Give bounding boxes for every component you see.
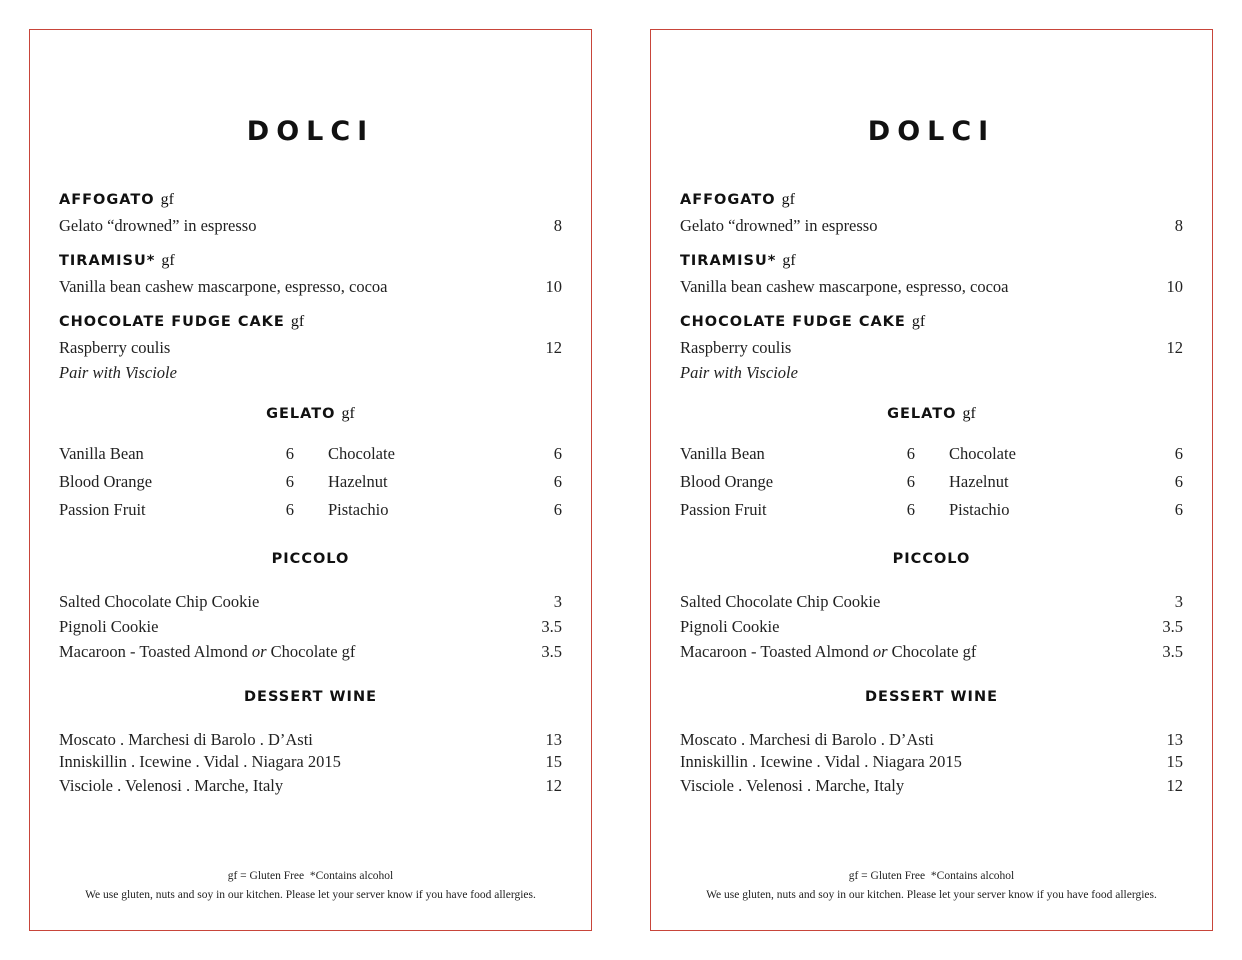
piccolo-item: Pignoli Cookie — [680, 617, 780, 636]
item-pairing: Pair with Visciole — [59, 363, 177, 382]
wine-price: 13 — [1166, 730, 1183, 749]
item-description: Vanilla bean cashew mascarpone, espresso, cocoa — [680, 277, 1009, 296]
gelato-price: 6 — [553, 444, 562, 463]
gelato-price: 6 — [553, 472, 562, 491]
section-heading-piccolo: PICCOLO — [271, 551, 350, 567]
wine-price: 12 — [1166, 776, 1183, 795]
menu-page-right — [650, 29, 1213, 931]
wine-price: 12 — [545, 776, 562, 795]
item-price: 8 — [1174, 216, 1183, 235]
gelato-flavor: Hazelnut — [949, 472, 1009, 491]
item-name: AFFOGATO gf — [680, 191, 795, 208]
item-name: AFFOGATO gf — [59, 191, 174, 208]
wine-item: Moscato . Marchesi di Barolo . D’Asti — [59, 730, 313, 749]
item-name: TIRAMISU* gf — [59, 252, 175, 269]
piccolo-item: Salted Chocolate Chip Cookie — [680, 592, 881, 611]
gelato-flavor: Hazelnut — [328, 472, 388, 491]
section-heading-piccolo: PICCOLO — [892, 551, 971, 567]
item-description: Vanilla bean cashew mascarpone, espresso, cocoa — [59, 277, 388, 296]
gelato-price: 6 — [285, 472, 294, 491]
piccolo-item: Pignoli Cookie — [59, 617, 159, 636]
wine-item: Inniskillin . Icewine . Vidal . Niagara 2015 — [59, 752, 341, 771]
gelato-flavor: Pistachio — [328, 500, 389, 519]
wine-item: Inniskillin . Icewine . Vidal . Niagara 2015 — [680, 752, 962, 771]
gelato-price: 6 — [906, 472, 915, 491]
footer-legend: gf = Gluten Free *Contains alcohol — [227, 870, 394, 882]
gelato-price: 6 — [285, 444, 294, 463]
item-name: CHOCOLATE FUDGE CAKE gf — [680, 313, 926, 330]
footer-allergy-note: We use gluten, nuts and soy in our kitchen. Please let your server know if you have food allergies. — [706, 889, 1157, 901]
item-price: 12 — [1166, 338, 1183, 357]
item-price: 8 — [553, 216, 562, 235]
item-name: TIRAMISU* gf — [680, 252, 796, 269]
item-description: Raspberry coulis — [59, 338, 171, 357]
piccolo-item: Macaroon - Toasted Almond or Chocolate gf — [680, 642, 977, 661]
piccolo-price: 3.5 — [541, 617, 562, 636]
gelato-flavor: Chocolate — [328, 444, 395, 463]
piccolo-price: 3 — [1174, 592, 1183, 611]
gelato-price: 6 — [1174, 500, 1183, 519]
piccolo-price: 3.5 — [1162, 617, 1183, 636]
piccolo-price: 3 — [553, 592, 562, 611]
gelato-flavor: Blood Orange — [680, 472, 774, 491]
wine-item: Moscato . Marchesi di Barolo . D’Asti — [680, 730, 934, 749]
gelato-price: 6 — [1174, 444, 1183, 463]
gelato-flavor: Passion Fruit — [680, 500, 767, 519]
menu-title: DOLCI — [867, 116, 996, 147]
piccolo-item: Macaroon - Toasted Almond or Chocolate gf — [59, 642, 356, 661]
gelato-price: 6 — [1174, 472, 1183, 491]
item-price: 10 — [545, 277, 562, 296]
item-name: CHOCOLATE FUDGE CAKE gf — [59, 313, 305, 330]
item-price: 10 — [1166, 277, 1183, 296]
wine-price: 15 — [1166, 752, 1183, 771]
gelato-flavor: Vanilla Bean — [59, 444, 144, 463]
wine-item: Visciole . Velenosi . Marche, Italy — [59, 776, 284, 795]
menu-page-left — [29, 29, 592, 931]
gelato-flavor: Passion Fruit — [59, 500, 146, 519]
item-description: Gelato “drowned” in espresso — [680, 216, 878, 235]
item-price: 12 — [545, 338, 562, 357]
wine-price: 15 — [545, 752, 562, 771]
gelato-flavor: Vanilla Bean — [680, 444, 765, 463]
gelato-price: 6 — [906, 444, 915, 463]
wine-item: Visciole . Velenosi . Marche, Italy — [680, 776, 905, 795]
gelato-price: 6 — [553, 500, 562, 519]
item-pairing: Pair with Visciole — [680, 363, 798, 382]
gelato-price: 6 — [285, 500, 294, 519]
piccolo-price: 3.5 — [541, 642, 562, 661]
menu-title: DOLCI — [246, 116, 375, 147]
item-description: Raspberry coulis — [680, 338, 792, 357]
section-heading-dessert-wine: DESSERT WINE — [865, 689, 998, 705]
piccolo-price: 3.5 — [1162, 642, 1183, 661]
piccolo-item: Salted Chocolate Chip Cookie — [59, 592, 260, 611]
wine-price: 13 — [545, 730, 562, 749]
footer-legend: gf = Gluten Free *Contains alcohol — [848, 870, 1015, 882]
section-heading-gelato: GELATO gf — [266, 405, 355, 422]
section-heading-dessert-wine: DESSERT WINE — [244, 689, 377, 705]
item-description: Gelato “drowned” in espresso — [59, 216, 257, 235]
gelato-flavor: Chocolate — [949, 444, 1016, 463]
footer-allergy-note: We use gluten, nuts and soy in our kitchen. Please let your server know if you have food allergies. — [85, 889, 536, 901]
gelato-flavor: Pistachio — [949, 500, 1010, 519]
gelato-price: 6 — [906, 500, 915, 519]
gelato-flavor: Blood Orange — [59, 472, 153, 491]
section-heading-gelato: GELATO gf — [887, 405, 976, 422]
